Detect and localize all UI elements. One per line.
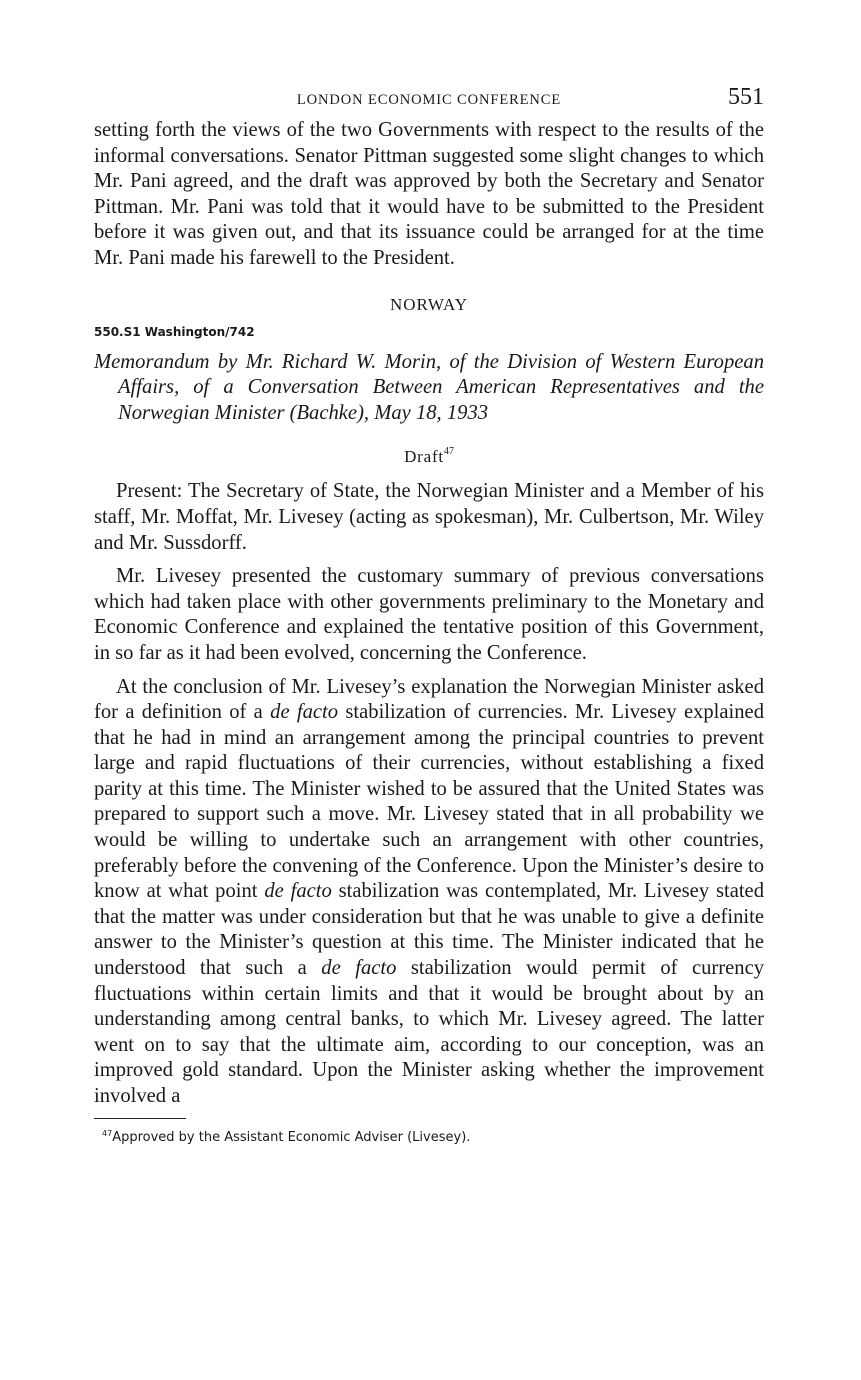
document-page — [94, 84, 764, 1147]
paragraph-2-part-2: stabilization of currencies. Mr. Livesey explained that he had in mind an arrangement among the principal countries to prevent large and rapid fluctuations of their currencies, without establishing a fixed parity at this time. The Minister wished to be assured that the United States was prepared to support such a move. Mr. Livesey stated that in all probability we would be willing to undertake such an arrangement with other countries, preferably before the convening of the Conference. Upon the Minister’s desire to know at what point — [94, 701, 764, 903]
running-title: LONDON ECONOMIC CONFERENCE — [296, 92, 562, 108]
paragraph-2-part-4: stabilization would permit of currency fluctuations within certain limits and that it would be brought about by an understanding among central banks, to which Mr. Livesey agreed. The latter went on to say that the ultimate aim, according to our conception, was an improved gold standard. Upon the Minister asking whether the improvement involved a — [94, 957, 765, 1107]
body-paragraph-2 — [94, 675, 764, 1110]
paragraph-2-part-1: At the conclusion of Mr. Livesey’s explanation the Norwegian Minister asked for a definition of a — [94, 675, 764, 724]
document-title: Memorandum by Mr. Richard W. Morin, of the Division of Western European Affairs, of a Conversation Between American Representatives and the Norwegian Minister (Bachke), May 18, 1933 — [94, 350, 764, 424]
page-number: 551 — [728, 84, 764, 110]
running-header — [94, 84, 764, 118]
file-number: 550.S1 Washington/742 — [94, 324, 255, 339]
body-paragraph-1: Mr. Livesey presented the customary summary of previous conversations which had taken place with other governments preliminary to the Monetary and Economic Conference and explained the tentative position of this Government, in so far as it had been evolved, concerning the Conference. — [94, 565, 764, 664]
draft-heading — [94, 440, 764, 469]
paragraph-2-part-3: stabilization was contemplated, Mr. Livesey stated that the matter was under consideration but that he was unable to give a definite answer to the Minister’s question at this time. The Minister indicated that he understood that such a — [94, 880, 764, 980]
italic-term: de facto — [264, 880, 332, 903]
footnote-reference: 47 — [443, 446, 454, 458]
draft-label: Draft — [404, 447, 444, 467]
footnote-number: 47 — [102, 1128, 113, 1138]
footnote — [94, 1125, 764, 1147]
attendees-paragraph: Present: The Secretary of State, the Norwegian Minister and a Member of his staff, Mr. Moffat, Mr. Livesey (acting as spokesman), Mr. Culbertson, Mr. Wiley and Mr. Sussdorff. — [94, 480, 764, 554]
footnote-text: Approved by the Assistant Economic Adviser (Livesey). — [112, 1129, 471, 1145]
section-heading: NORWAY — [389, 294, 469, 314]
italic-term: de facto — [321, 957, 397, 980]
intro-paragraph: setting forth the views of the two Governments with respect to the results of the informal conversations. Senator Pittman suggested some slight changes to which Mr. Pani agreed, and the draft was approved by both the Secretary and Senator Pittman. Mr. Pani was told that it would have to be submitted to the President before it was given out, and that its issuance could be arranged for at the time Mr. Pani made his farewell to the President. — [94, 119, 764, 269]
italic-term: de facto — [270, 701, 339, 724]
footnote-divider — [94, 1118, 186, 1119]
